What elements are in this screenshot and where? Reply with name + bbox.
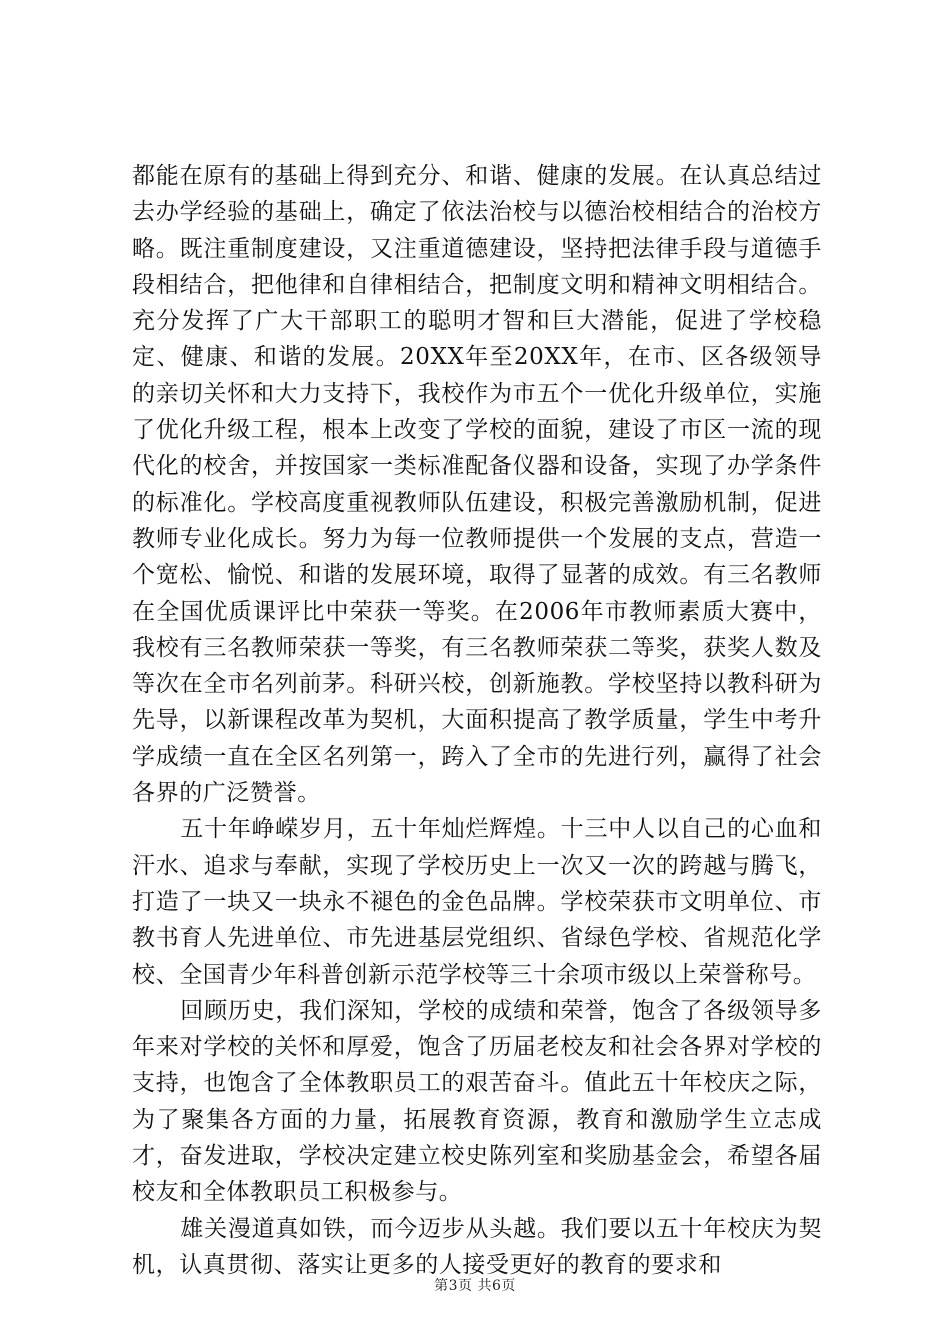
- paragraph-2: 五十年峥嵘岁月，五十年灿烂辉煌。十三中人以自己的心血和汗水、追求与奉献，实现了学校历史上一次又一次的跨越与腾飞，打造了一块又一块永不褪色的金色品牌。学校荣获市文明单位、市教书育人先进单位、市先进基层党组织、省绿色学校、省规范化学校、全国青少年科普创新示范学校等三十余项市级以上荣誉称号。: [132, 816, 822, 988]
- paragraph-1: 都能在原有的基础上得到充分、和谐、健康的发展。在认真总结过去办学经验的基础上，确定了依法治校与以德治校相结合的治校方略。既注重制度建设，又注重道德建设，坚持把法律手段与道德手段相结合，把他律和自律相结合，把制度文明和精神文明相结合。充分发挥了广大干部职工的聪明才智和巨大潜能，促进了学校稳定、健康、和谐的发展。20XX年至20XX年，在市、区各级领导的亲切关怀和大力支持下，我校作为市五个一优化升级单位，实施了优化升级工程，根本上改变了学校的面貌，建设了市区一流的现代化的校舍，并按国家一类标准配备仪器和设备，实现了办学条件的标准化。学校高度重视教师队伍建设，积极完善激励机制，促进教师专业化成长。努力为每一位教师提供一个发展的支点，营造一个宽松、愉悦、和谐的发展环境，取得了显著的成效。有三名教师在全国优质课评比中荣获一等奖。在2006年市教师素质大赛中，我校有三名教师荣获一等奖，有三名教师荣获二等奖，获奖人数及等次在全市名列前茅。科研兴校，创新施教。学校坚持以教科研为先导，以新课程改革为契机，大面积提高了教学质量，学生中考升学成绩一直在全区名列第一，跨入了全市的先进行列，赢得了社会各界的广泛赞誉。: [132, 163, 822, 807]
- paragraph-4: 雄关漫道真如铁，而今迈步从头越。我们要以五十年校庆为契机，认真贯彻、落实让更多的人接受更好的教育的要求和: [132, 1215, 822, 1278]
- paragraph-3: 回顾历史，我们深知，学校的成绩和荣誉，饱含了各级领导多年来对学校的关怀和厚爱，饱含了历届老校友和社会各界对学校的支持，也饱含了全体教职员工的艰苦奋斗。值此五十年校庆之际，为了聚集各方面的力量，拓展教育资源，教育和激励学生立志成才，奋发进取，学校决定建立校史陈列室和奖励基金会，希望各届校友和全体教职员工积极参与。: [132, 997, 822, 1206]
- page-number-footer: 第3页 共6页: [434, 1278, 516, 1294]
- document-body: [132, 158, 822, 1283]
